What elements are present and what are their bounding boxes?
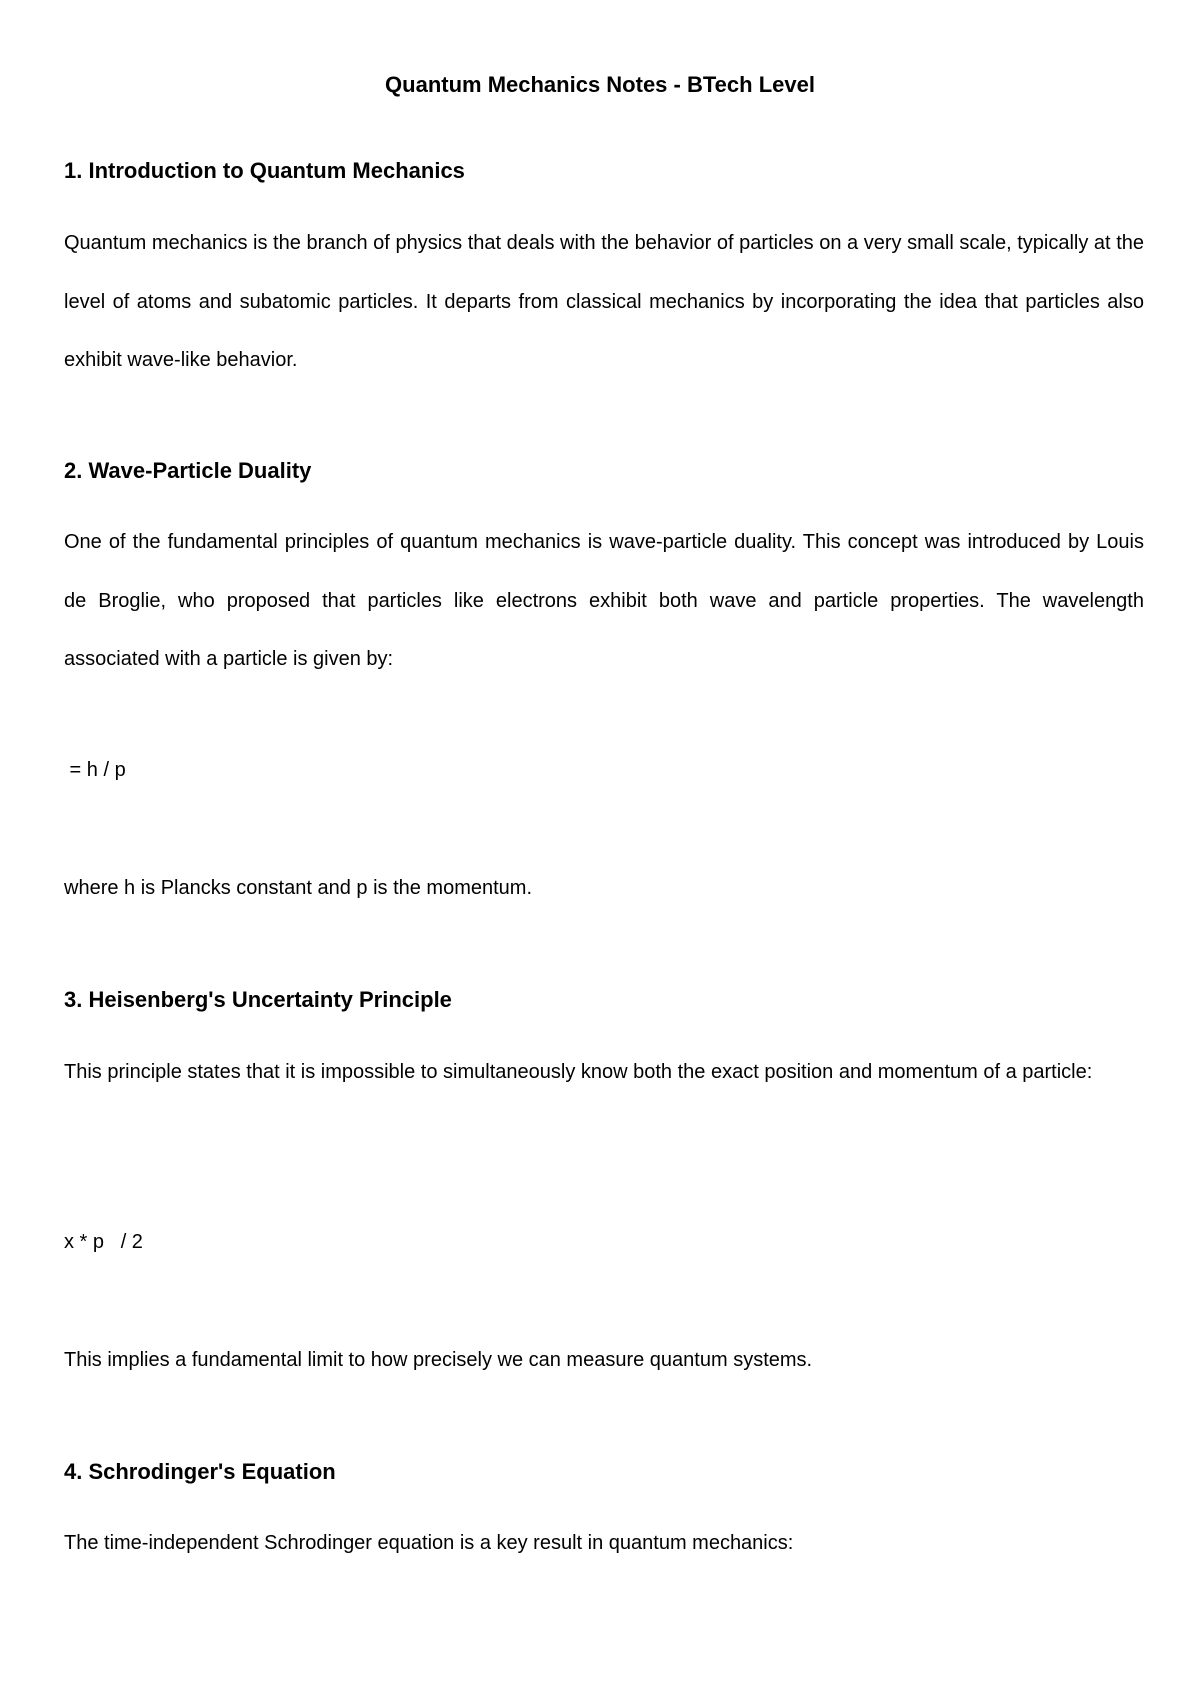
section-heading-introduction: 1. Introduction to Quantum Mechanics xyxy=(64,158,465,183)
note-de-broglie: where h is Plancks constant and p is the momentum. xyxy=(64,877,533,899)
document-title: Quantum Mechanics Notes - BTech Level xyxy=(385,72,815,97)
section-paragraph-schrodinger-equation: The time-independent Schrodinger equation is a key result in quantum mechanics: xyxy=(64,1532,794,1554)
section-heading-schrodinger-equation: 4. Schrodinger's Equation xyxy=(64,1459,336,1484)
equation-de-broglie: = h / p xyxy=(64,759,126,781)
section-heading-uncertainty-principle: 3. Heisenberg's Uncertainty Principle xyxy=(64,987,452,1012)
section-paragraph-introduction: Quantum mechanics is the branch of physics that deals with the behavior of particles on a very small scale, typically at the level of atoms and subatomic particles. It departs from classical mechanics by incorporating the idea that particles also exhibit wave-like behavior. xyxy=(64,232,1144,371)
section-paragraph-wave-particle-duality: One of the fundamental principles of quantum mechanics is wave-particle duality. This concept was introduced by Louis de Broglie, who proposed that particles like electrons exhibit both wave and particle properties. The wavelength associated with a particle is given by: xyxy=(64,531,1144,670)
section-paragraph-uncertainty-principle: This principle states that it is impossible to simultaneously know both the exact position and momentum of a particle: xyxy=(64,1061,1093,1083)
equation-uncertainty: x * p / 2 xyxy=(64,1231,143,1253)
note-uncertainty: This implies a fundamental limit to how precisely we can measure quantum systems. xyxy=(64,1349,813,1371)
section-heading-wave-particle-duality: 2. Wave-Particle Duality xyxy=(64,458,312,483)
